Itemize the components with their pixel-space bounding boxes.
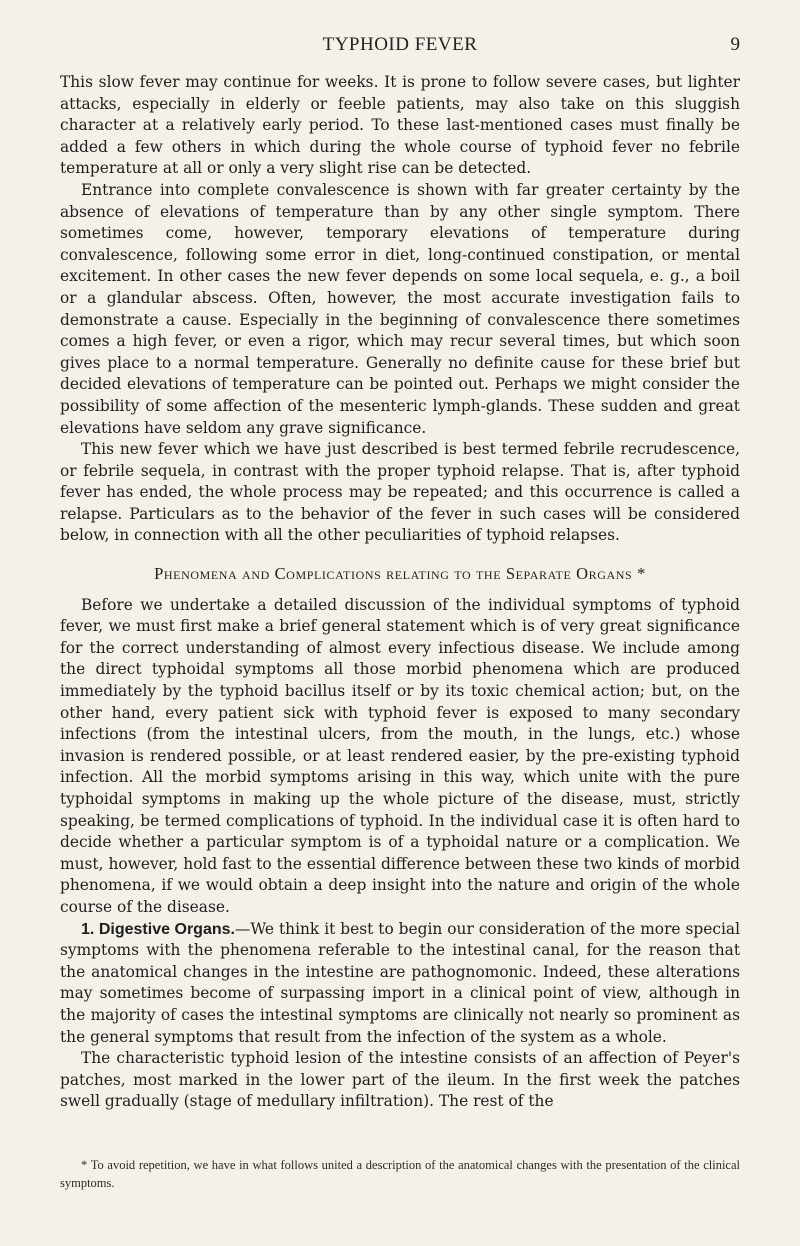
section-heading: Phenomena and Complications relating to the Separate Organs * [154,564,646,584]
page-header [60,34,740,60]
paragraph-slow-fever: This slow fever may continue for weeks. It is prone to follow severe cases, but lighter attacks, especially in elderly or feeble patients, may also take on this sluggish character at a relatively early period. To these last-mentioned cases must finally be added a few others in which during the whole course of typhoid fever no febrile temperature at all or only a very slight rise can be detected. [60,73,740,178]
footnote [60,1156,740,1192]
footnote-text: * To avoid repetition, we have in what follows united a description of the anatomical changes with the presentation of the clinical symptoms. [60,1158,740,1190]
digestive-organs-heading: 1. Digestive Organs. [81,920,235,938]
body-text [60,72,740,1113]
page-number: 9 [730,34,740,55]
paragraph-general-statement: Before we undertake a detailed discussion of the individual symptoms of typhoid fever, we must first make a brief general statement which is of very great significance for the correct understanding of almost every infectious disease. We include among the direct typhoidal symptoms all those morbid phenomena which are produced immediately by the typhoid bacillus itself or by its toxic chemical action; but, on the other hand, every patient sick with typhoid fever is exposed to many secondary infections (from the intestinal ulcers, from the mouth, in the lungs, etc.) whose invasion is rendered possible, or at least rendered easier, by the pre-existing typhoid infection. All the morbid symptoms arising in this way, which unite with the pure typhoidal symptoms in making up the whole picture of the disease, must, strictly speaking, be termed complications of typhoid. In the individual case it is often hard to decide whether a particular symptom is of a typhoidal nature or a complication. We must, however, hold fast to the essential difference between these two kinds of morbid phenomena, if we would obtain a deep insight into the nature and origin of the whole course of the disease. [60,595,740,916]
paragraph-febrile-recrudescence: This new fever which we have just described is best termed febrile recrudescence, or febrile sequela, in contrast with the proper typhoid relapse. That is, after typhoid fever has ended, the whole process may be repeated; and this occurrence is called a relapse. Particulars as to the behavior of the fever in such cases will be considered below, in connection with all the other peculiarities of typhoid relapses. [60,440,740,545]
paragraph-convalescence: Entrance into complete convalescence is shown with far greater certainty by the absence of elevations of temperature than by any other single symptom. There sometimes come, however, temporary elevations of temperature during convalescence, following some error in diet, long-continued constipation, or mental excitement. In other cases the new fever depends on some local sequela, e. g., a boil or a glandular abscess. Often, however, the most accurate investigation fails to demonstrate a cause. Especially in the beginning of convalescence there sometimes comes a high fever, or even a rigor, which may recur several times, but which soon gives place to a normal temperature. Generally no definite cause for these brief but decided elevations of temperature can be pointed out. Perhaps we might consider the possibility of some affection of the mesenteric lymph-glands. These sudden and great elevations have seldom any grave significance. [60,180,740,437]
running-title: TYPHOID FEVER [322,34,478,55]
digestive-organs-text: —We think it best to begin our consideration of the more special symptoms with the phenomena referable to the intestinal canal, for the reason that the anatomical changes in the intestine are pathognomonic. Indeed, these alterations may sometimes become of surpassing import in a clinical point of view, although in the majority of cases the intestinal symptoms are clinically not nearly so prominent as the general symptoms that result from the infection of the system as a whole. [60,919,740,1046]
paragraph-intestinal-lesion: The characteristic typhoid lesion of the intestine consists of an affection of Peyer's patches, most marked in the lower part of the ileum. In the first week the patches swell gradually (stage of medullary infiltration). The rest of the [60,1049,740,1111]
paragraph-digestive-organs [60,919,740,1049]
